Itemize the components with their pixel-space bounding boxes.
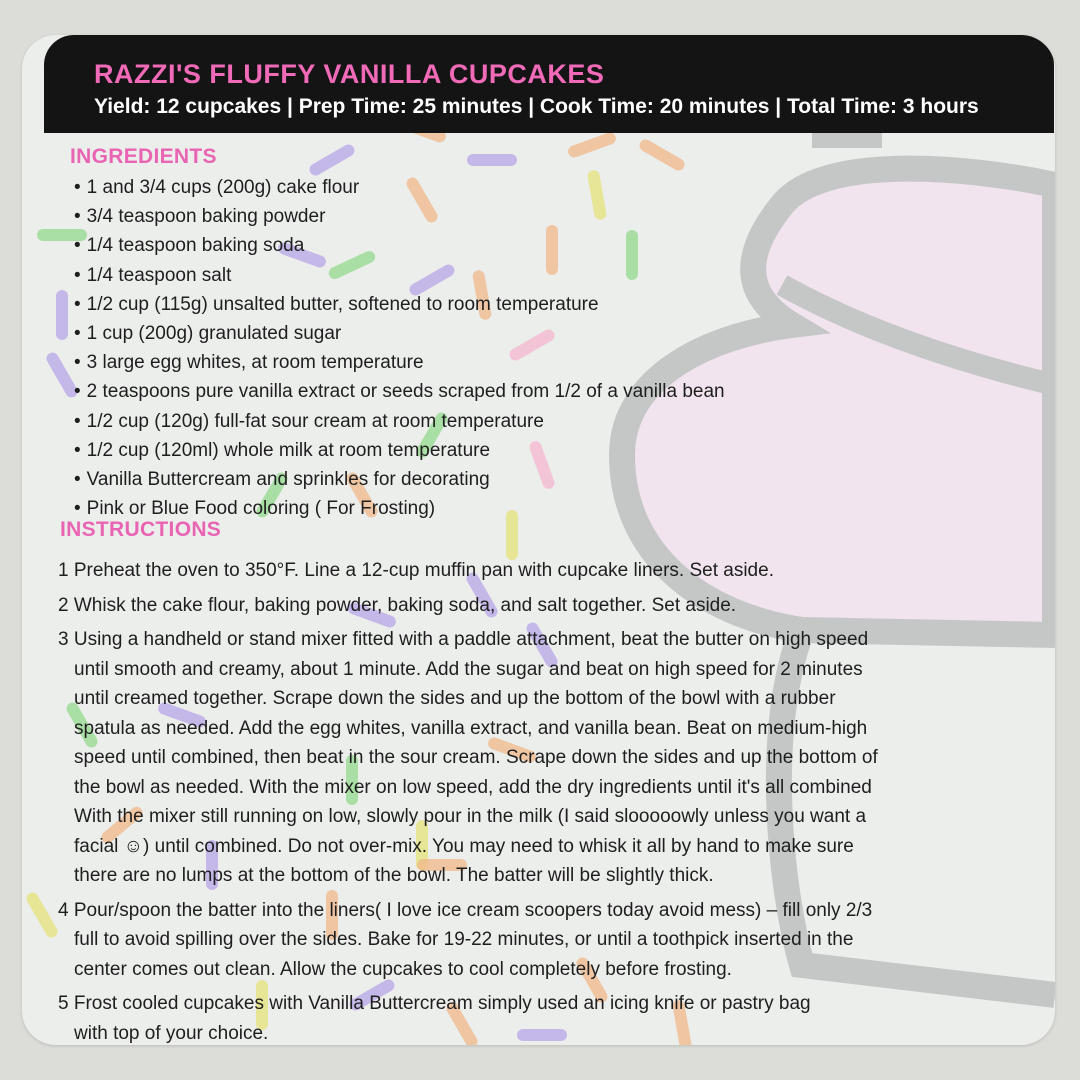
instruction-line: 2 Whisk the cake flour, baking powder, baking soda, and salt together. Set aside. — [58, 594, 737, 616]
instructions-list — [58, 556, 878, 1045]
ingredient-item: • 1/2 cup (120g) full-fat sour cream at room temperature — [74, 407, 725, 436]
ingredient-item: • 1/2 cup (120ml) whole milk at room temperature — [74, 436, 725, 465]
instruction-line: full to avoid spilling over the sides. Bake for 19-22 minutes, or until a toothpick inserted in the — [74, 929, 854, 950]
recipe-meta: Yield: 12 cupcakes | Prep Time: 25 minutes | Cook Time: 20 minutes | Total Time: 3 hours — [94, 95, 979, 118]
instruction-step — [58, 989, 878, 1045]
instruction-line: until smooth and creamy, about 1 minute. Add the sugar and beat on high speed for 2 minutes — [74, 658, 863, 680]
instruction-line: there are no lumps at the bottom of the bowl. The batter will be slightly thick. — [74, 865, 714, 886]
ingredient-item: • Vanilla Buttercream and sprinkles for decorating — [74, 465, 725, 494]
instruction-line: 4 Pour/spoon the batter into the liners( I love ice cream scoopers today avoid mess) – fill only 2/3 — [58, 899, 873, 921]
instruction-line: with top of your choice. — [74, 1022, 269, 1044]
ingredient-item: • 1/4 teaspoon salt — [74, 261, 725, 290]
instruction-step — [58, 591, 878, 621]
ingredients-list — [74, 173, 725, 523]
instruction-line: With the mixer still running on low, slowly pour in the milk (I said slooooowly unless you want a — [74, 806, 867, 827]
ingredients-heading: INGREDIENTS — [70, 145, 217, 168]
instruction-step — [58, 896, 878, 985]
recipe-card — [22, 35, 1055, 1045]
instructions-heading: INSTRUCTIONS — [60, 518, 222, 541]
instruction-line: the bowl as needed. With the mixer on low speed, add the dry ingredients until it's all combined — [74, 776, 872, 798]
ingredient-item: • Pink or Blue Food coloring ( For Frosting) — [74, 494, 725, 523]
instruction-line: speed until combined, then beat in the sour cream. Scrape down the sides and up the bottom of — [74, 747, 878, 768]
instruction-line: center comes out clean. Allow the cupcakes to cool completely before frosting. — [74, 958, 732, 980]
ingredient-item: • 3 large egg whites, at room temperature — [74, 348, 725, 377]
instruction-line: 5 Frost cooled cupcakes with Vanilla Buttercream simply used an icing knife or pastry bag — [58, 993, 811, 1014]
instruction-line: spatula as needed. Add the egg whites, vanilla extract, and vanilla bean. Beat on medium-high — [74, 717, 868, 739]
instruction-step — [58, 625, 878, 891]
instruction-line: facial ☺) until combined. Do not over-mix. You may need to whisk it all by hand to make sure — [74, 835, 854, 857]
ingredient-item: • 1 and 3/4 cups (200g) cake flour — [74, 173, 725, 202]
ingredient-item: • 3/4 teaspoon baking powder — [74, 202, 725, 231]
ingredient-item: • 1 cup (200g) granulated sugar — [74, 319, 725, 348]
instruction-line: until creamed together. Scrape down the sides and up the bottom of the bowl with a rubber — [74, 688, 836, 709]
ingredient-item: • 1/2 cup (115g) unsalted butter, softened to room temperature — [74, 290, 725, 319]
ingredient-item: • 2 teaspoons pure vanilla extract or seeds scraped from 1/2 of a vanilla bean — [74, 377, 725, 406]
instruction-line: 3 Using a handheld or stand mixer fitted with a paddle attachment, beat the butter on high speed — [58, 629, 869, 650]
ingredient-item: • 1/4 teaspoon baking soda — [74, 231, 725, 260]
recipe-title: RAZZI'S FLUFFY VANILLA CUPCAKES — [94, 59, 605, 89]
instruction-line: 1 Preheat the oven to 350°F. Line a 12-cup muffin pan with cupcake liners. Set aside. — [58, 560, 774, 581]
instruction-step — [58, 556, 878, 586]
